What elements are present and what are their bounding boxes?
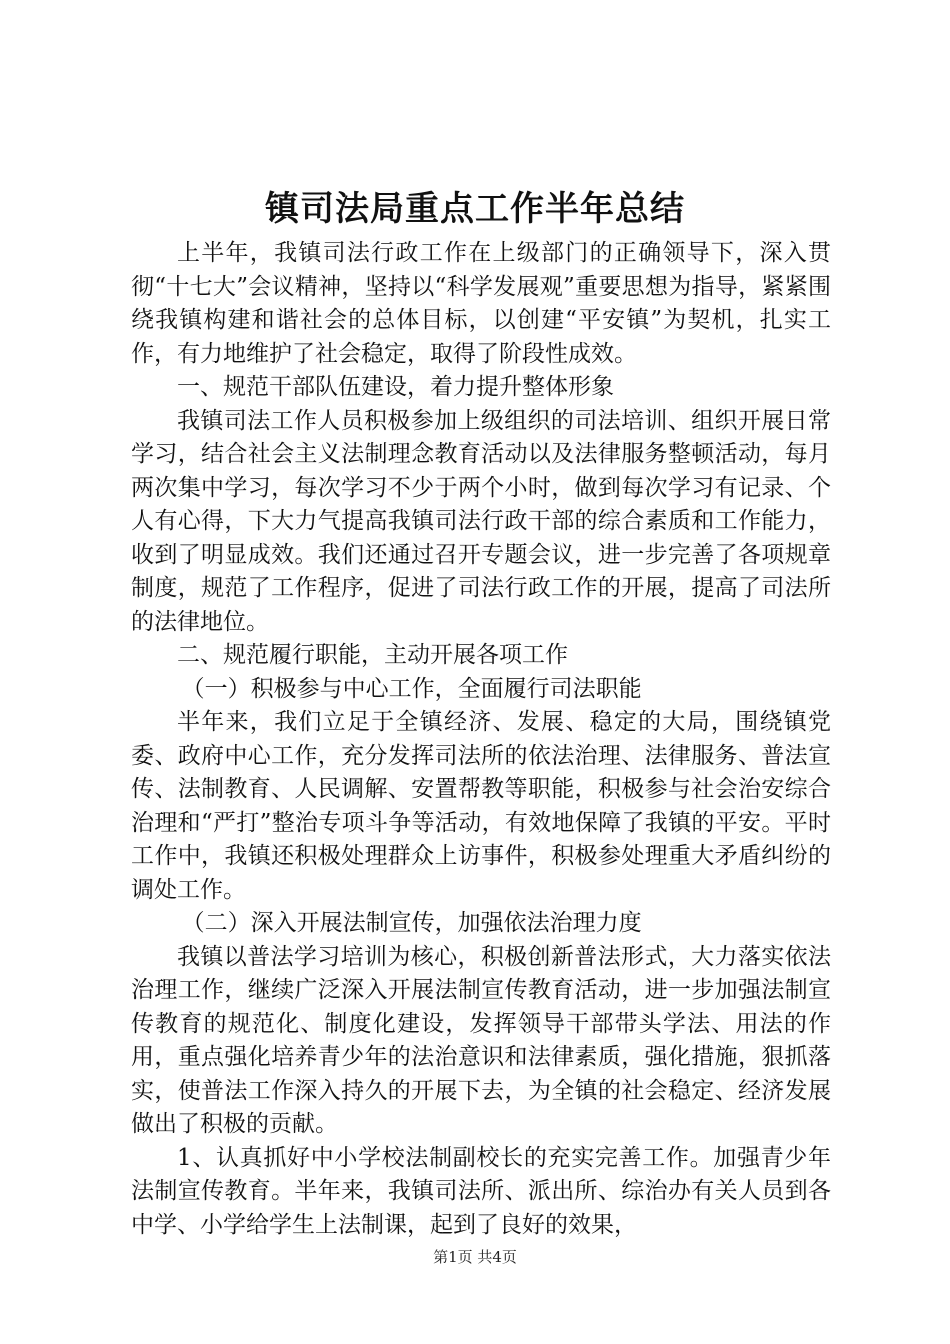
document-body	[131, 237, 831, 1242]
section-heading-1: 一、规范干部队伍建设，着力提升整体形象	[177, 374, 614, 400]
section-heading-2: 二、规范履行职能，主动开展各项工作	[177, 642, 568, 668]
page-number: 第1页 共4页	[433, 1248, 517, 1266]
subsection-2-paragraph: 我镇以普法学习培训为核心，积极创新普法形式，大力落实依法治理工作，继续广泛深入开展法制宣传教育活动，进一步加强法制宣传教育的规范化、制度化建设，发挥领导干部带头学法、用法的作用，重点强化培养青少年的法治意识和法律素质，强化措施，狠抓落实，使普法工作深入持久的开展下去，为全镇的社会稳定、经济发展做出了积极的贡献。	[131, 943, 831, 1137]
document-title: 镇司法局重点工作半年总结	[265, 189, 685, 229]
subsection-1-paragraph: 半年来，我们立足于全镇经济、发展、稳定的大局，围绕镇党委、政府中心工作，充分发挥司法所的依法治理、法律服务、普法宣传、法制教育、人民调解、安置帮教等职能，积极参与社会治安综合治理和“严打”整治专项斗争等活动，有效地保障了我镇的平安。平时工作中，我镇还积极处理群众上访事件，积极参处理重大矛盾纠纷的调处工作。	[131, 709, 831, 903]
intro-paragraph: 上半年，我镇司法行政工作在上级部门的正确领导下，深入贯彻“十七大”会议精神，坚持以“科学发展观”重要思想为指导，紧紧围绕我镇构建和谐社会的总体目标，以创建“平安镇”为契机，扎实工作，有力地维护了社会稳定，取得了阶段性成效。	[131, 240, 831, 367]
section-1-paragraph: 我镇司法工作人员积极参加上级组织的司法培训、组织开展日常学习，结合社会主义法制理念教育活动以及法律服务整顿活动，每月两次集中学习，每次学习不少于两个小时，做到每次学习有记录、个人有心得，下大力气提高我镇司法行政干部的综合素质和工作能力，收到了明显成效。我们还通过召开专题会议，进一步完善了各项规章制度，规范了工作程序，促进了司法行政工作的开展，提高了司法所的法律地位。	[131, 407, 831, 635]
subsection-heading-2: （二）深入开展法制宣传，加强依法治理力度	[181, 910, 642, 936]
numbered-item-1: 1、认真抓好中小学校法制副校长的充实完善工作。加强青少年法制宣传教育。半年来，我镇司法所、派出所、综治办有关人员到各中学、小学给学生上法制课，起到了良好的效果，	[131, 1144, 831, 1238]
subsection-heading-1: （一）积极参与中心工作，全面履行司法职能	[181, 675, 642, 702]
